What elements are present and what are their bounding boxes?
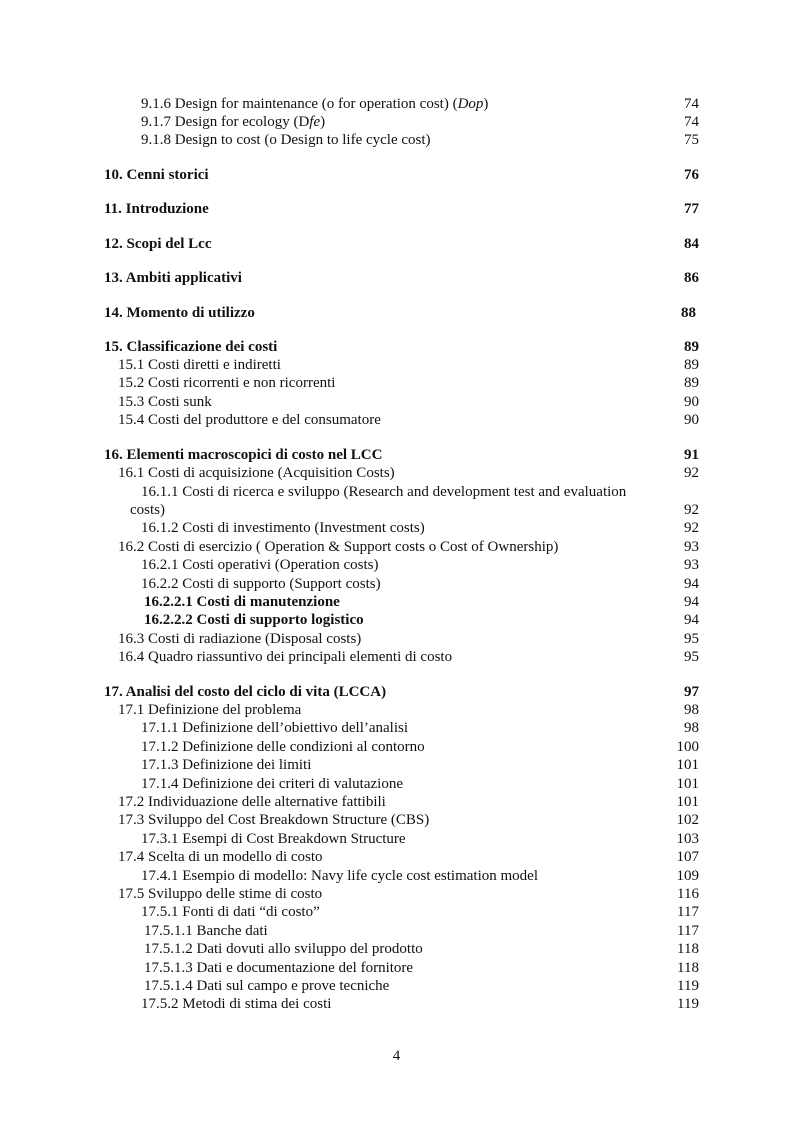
toc-entry-page: 76 [684,167,699,183]
toc-entry-title: 17.5.1.4 Dati sul campo e prove tecniche [144,978,390,994]
toc-chapter [104,235,699,254]
toc-entry-page: 92 [684,502,699,518]
toc-entry-page: 74 [684,114,699,130]
toc-entry-title: 16.2.2 Costi di supporto (Support costs) [141,576,381,592]
toc-entry-page: 98 [684,720,699,736]
toc-entry-title: 10. Cenni storici [104,167,209,183]
toc-entry-title: 16.2 Costi di esercizio ( Operation & Support costs o Cost of Ownership) [118,539,559,555]
toc-entry-page: 94 [684,594,699,610]
toc-entry-title: 17.5.1.1 Banche dati [144,923,268,939]
toc-entry-page: 119 [677,996,699,1012]
toc-entry [118,811,699,830]
toc-entry [118,648,699,667]
toc-entry-page: 101 [676,776,699,792]
toc-entry-title: 15.4 Costi del produttore e del consumatore [118,412,381,428]
toc-entry [141,738,699,757]
toc-entry [141,775,699,794]
toc-entry [118,464,699,483]
toc-entry [118,538,699,557]
toc-entry-title: 16.3 Costi di radiazione (Disposal costs) [118,631,362,647]
toc-entry [118,356,699,375]
toc-chapter [104,304,696,323]
toc-entry-page: 117 [677,923,699,939]
toc-entry-page: 92 [684,465,699,481]
toc-entry-title: 17.3.1 Esempi di Cost Breakdown Structure [141,831,406,847]
toc-entry-title: 17.3 Sviluppo del Cost Breakdown Structure (CBS) [118,812,430,828]
toc-entry-page: 102 [676,812,699,828]
toc-chapter [104,338,699,357]
toc-entry-page: 77 [684,201,699,217]
toc-entry-page: 117 [677,904,699,920]
toc-entry [144,611,699,630]
toc-entry-title: 17.5.1.2 Dati dovuti allo sviluppo del prodotto [144,941,423,957]
toc-entry [141,756,699,775]
toc-entry-title: costs) [130,502,165,518]
toc-entry [141,575,699,594]
toc-entry-page: 93 [684,557,699,573]
toc-entry-page: 95 [684,631,699,647]
toc-entry-page: 89 [684,357,699,373]
toc-entry-page: 101 [676,794,699,810]
toc-entry-title: 16.4 Quadro riassuntivo dei principali elementi di costo [118,649,453,665]
toc-entry-page: 84 [684,236,699,252]
toc-entry [118,885,699,904]
toc-entry-title: 15.1 Costi diretti e indiretti [118,357,281,373]
toc-entry-page: 98 [684,702,699,718]
toc-entry-page: 107 [676,849,699,865]
toc-entry-page: 100 [676,739,699,755]
toc-entry [130,501,699,520]
toc-entry-page: 90 [684,412,699,428]
toc-entry [144,940,699,959]
toc-entry-page: 74 [684,96,699,112]
toc-entry [141,556,699,575]
toc-chapter [104,269,699,288]
toc-entry-title: 15. Classificazione dei costi [104,339,278,355]
toc-entry [141,995,699,1014]
toc-entry [144,593,699,612]
toc-entry-title: 17.4 Scelta di un modello di costo [118,849,323,865]
toc-entry-title: 17.2 Individuazione delle alternative fattibili [118,794,386,810]
toc-entry-title: 16.2.1 Costi operativi (Operation costs) [141,557,379,573]
toc-entry-page: 101 [676,757,699,773]
toc-entry-page: 91 [684,447,699,463]
toc-entry-title: 17.1.4 Definizione dei criteri di valutazione [141,776,403,792]
toc-entry-title: 15.2 Costi ricorrenti e non ricorrenti [118,375,336,391]
toc-entry [144,977,699,996]
toc-entry-page: 90 [684,394,699,410]
toc-entry-title: 17.5.1 Fonti di dati “di costo” [141,904,320,920]
toc-entry-page: 86 [684,270,699,286]
page-number: 4 [392,1048,401,1064]
toc-entry-title: 11. Introduzione [104,201,209,217]
toc-entry [118,848,699,867]
toc-entry-title: 16.1.2 Costi di investimento (Investment costs) [141,520,425,536]
toc-entry [141,867,699,886]
toc-entry-title: 15.3 Costi sunk [118,394,212,410]
toc-entry-page: 118 [677,941,699,957]
toc-entry [118,374,699,393]
toc-entry-page: 118 [677,960,699,976]
toc-entry [141,95,699,114]
toc-entry-title: 17.1.2 Definizione delle condizioni al contorno [141,739,425,755]
toc-entry-page: 93 [684,539,699,555]
toc-entry-title: 9.1.8 Design to cost (o Design to life cycle cost) [141,132,431,148]
toc-entry [141,903,699,922]
toc-entry-title: 17.1.3 Definizione dei limiti [141,757,312,773]
toc-entry-page: 92 [684,520,699,536]
toc-entry [118,393,699,412]
toc-entry-title: 16.1 Costi di acquisizione (Acquisition Costs) [118,465,395,481]
toc-entry-title: 17.5 Sviluppo delle stime di costo [118,886,323,902]
toc-entry-title: 17.1.1 Definizione dell’obiettivo dell’analisi [141,720,409,736]
toc-entry-page: 89 [684,375,699,391]
toc-entry-title: 17. Analisi del costo del ciclo di vita (LCCA) [104,684,387,700]
toc-entry [141,519,699,538]
toc-chapter [104,683,699,702]
toc-entry [141,131,699,150]
toc-entry [141,830,699,849]
toc-entry-page: 88 [681,305,696,321]
toc-chapter [104,166,699,185]
toc-entry-page: 109 [676,868,699,884]
toc-entry-title: 16.2.2.2 Costi di supporto logistico [144,612,364,628]
toc-entry-title: 12. Scopi del Lcc [104,236,212,252]
toc-entry-page: 103 [676,831,699,847]
toc-entry-title: 17.1 Definizione del problema [118,702,302,718]
toc-entry-page: 95 [684,649,699,665]
toc-entry-page: 89 [684,339,699,355]
toc-entry-title: 16. Elementi macroscopici di costo nel LCC [104,447,383,463]
toc-entry-page: 119 [677,978,699,994]
toc-entry-page: 94 [684,576,699,592]
toc-entry-title: 9.1.7 Design for ecology (Dfe) [141,114,326,130]
toc-entry-page: 97 [684,684,699,700]
toc-entry-page: 116 [677,886,699,902]
toc-entry-title: 16.1.1 Costi di ricerca e sviluppo (Research and development test and evaluation [141,484,627,500]
toc-entry [118,793,699,812]
toc-entry [144,922,699,941]
toc-entry [144,959,699,978]
toc-entry-title: 14. Momento di utilizzo [104,305,255,321]
toc-chapter [104,446,699,465]
toc-entry [118,701,699,720]
toc-entry [141,113,699,132]
toc-entry-title: 13. Ambiti applicativi [104,270,242,286]
toc-entry-title: 16.2.2.1 Costi di manutenzione [144,594,340,610]
toc-entry [141,719,699,738]
toc-entry [118,411,699,430]
toc-entry-title: 17.4.1 Esempio di modello: Navy life cycle cost estimation model [141,868,539,884]
toc-entry-page: 75 [684,132,699,148]
toc-entry [118,630,699,649]
toc-entry-title: 9.1.6 Design for maintenance (o for operation cost) (Dop) [141,96,489,112]
toc-entry-page: 94 [684,612,699,628]
toc-entry [141,483,699,502]
toc-entry-title: 17.5.1.3 Dati e documentazione del fornitore [144,960,414,976]
toc-chapter [104,200,699,219]
toc-entry-title: 17.5.2 Metodi di stima dei costi [141,996,332,1012]
